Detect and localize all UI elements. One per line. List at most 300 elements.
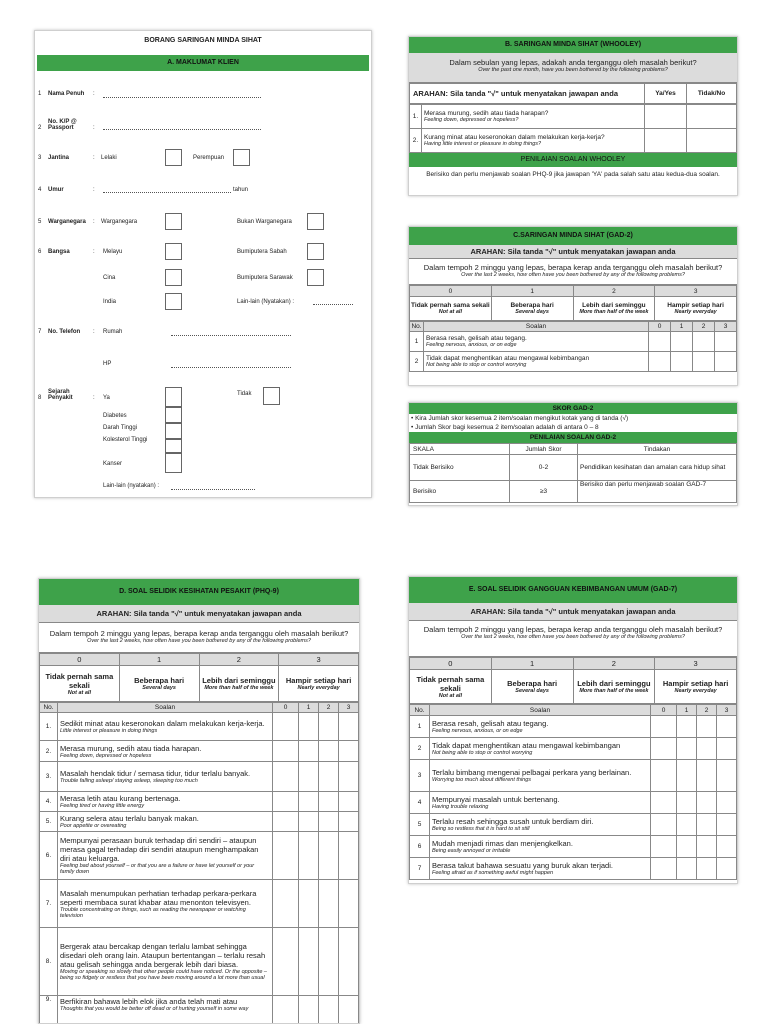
answer-3[interactable] <box>339 880 359 928</box>
question-ms: Kurang selera atau terlalu banyak makan. <box>60 814 199 823</box>
question-en: Feeling tired or having little energy <box>60 803 145 809</box>
colon: : <box>93 187 95 193</box>
row-number: 2 <box>410 352 424 372</box>
skor-bullet: • Jumlah Skor bagi kesemua 2 item/soalan adalah di antara 0 – 8 <box>411 424 599 431</box>
row-number: 2. <box>410 129 422 153</box>
answer-2[interactable] <box>693 332 715 352</box>
question-en: Over the past one month, have you been bothered by the following problems? <box>478 67 668 73</box>
question-ms: Terlalu bimbang mengenai pelbagai perkara yang berlainan. <box>432 768 632 777</box>
nama-field[interactable] <box>103 97 261 98</box>
row-number: 1. <box>40 713 58 741</box>
table-row <box>40 832 359 880</box>
row-number: 3. <box>40 762 58 792</box>
umur-field[interactable] <box>103 192 231 193</box>
scale-ms: Beberapa hari <box>134 676 185 685</box>
scale-ms: Lebih dari seminggu <box>582 302 646 309</box>
answer-3[interactable] <box>717 760 737 792</box>
table-row <box>410 716 737 738</box>
row-question <box>430 836 651 858</box>
question-ms: Dalam tempoh 2 minggu yang lepas, berapa kerap anda terganggu oleh masalah berikut? <box>423 625 723 634</box>
row-question <box>430 814 651 836</box>
answer-2[interactable] <box>697 716 717 738</box>
row-question <box>422 129 645 153</box>
scale-number: 3 <box>655 658 737 670</box>
scale-en: Nearly everyday <box>674 688 717 694</box>
answer-3[interactable] <box>717 858 737 880</box>
question-en: Being so restless that it is hard to sit still <box>432 826 530 832</box>
answer-2[interactable] <box>319 762 339 792</box>
question-en: Having little interest or pleasure in doing things? <box>424 141 542 147</box>
checkbox-warganegara[interactable] <box>165 213 182 230</box>
question-ms: Dalam tempoh 2 minggu yang lepas, berapa kerap anda terganggu oleh masalah berikut? <box>49 629 349 638</box>
scale-ms: Beberapa hari <box>507 679 558 688</box>
answer-0[interactable] <box>273 713 299 741</box>
gad7-arahan: ARAHAN: Sila tanda "√" untuk menyatakan jawapan anda <box>409 603 737 621</box>
col-soalan: Soalan <box>58 703 273 713</box>
question-ms: Berfikiran bahawa lebih elok jika anda telah mati atau <box>60 997 238 1006</box>
option-kolesterol: Kolesterol Tinggi <box>103 437 148 443</box>
col-3: 3 <box>715 322 737 332</box>
answer-2[interactable] <box>319 741 339 762</box>
answer-0[interactable] <box>273 762 299 792</box>
answer-2[interactable] <box>697 814 717 836</box>
scale-number: 2 <box>199 654 279 666</box>
scale-ms: Hampir setiap hari <box>285 676 352 685</box>
answer-3[interactable] <box>339 762 359 792</box>
answer-0[interactable] <box>651 858 677 880</box>
row-question <box>422 105 645 129</box>
answer-2[interactable] <box>697 760 717 792</box>
answer-0[interactable] <box>273 928 299 996</box>
row-question <box>58 996 273 1024</box>
option-ya: Ya <box>103 395 110 401</box>
option-lelaki: Lelaki <box>101 155 117 161</box>
answer-1[interactable] <box>677 814 697 836</box>
answer-2[interactable] <box>319 880 339 928</box>
label-sejarah: Sejarah Penyakit <box>48 389 73 401</box>
option-bukan-warganegara: Bukan Warganegara <box>237 219 292 225</box>
item-number: 8 <box>38 395 42 401</box>
item-number: 2 <box>38 125 42 131</box>
option-india: India <box>103 299 117 305</box>
scale-label <box>573 297 655 321</box>
checkbox-melayu[interactable] <box>165 243 182 260</box>
table-row <box>410 455 737 481</box>
table-row <box>40 996 359 1024</box>
colon: : <box>93 125 95 131</box>
option-perempuan: Perempuan <box>193 155 225 161</box>
skor-penilaian: PENILAIAN SOALAN GAD-2 <box>409 432 737 443</box>
panel-gad7 <box>408 576 738 884</box>
answer-1[interactable] <box>677 858 697 880</box>
answer-ya[interactable] <box>645 105 687 129</box>
question-en: Worrying too much about different things <box>432 777 532 783</box>
question-ms: Masalah hendak tidur / semasa tidur, tidur terlalu banyak. <box>60 769 251 778</box>
phq9-title: D. SOAL SELIDIK KESIHATAN PESAKIT (PHQ-9) <box>39 579 359 605</box>
answer-1[interactable] <box>299 996 319 1024</box>
answer-1[interactable] <box>677 760 697 792</box>
answer-3[interactable] <box>717 716 737 738</box>
col-soalan: Soalan <box>424 322 649 332</box>
question-en: Little interest or pleasure in doing things <box>60 728 158 734</box>
answer-tidak[interactable] <box>687 105 737 129</box>
scale-number: 3 <box>655 286 737 297</box>
answer-3[interactable] <box>715 352 737 372</box>
scale-en: Several days <box>142 685 176 691</box>
row-question <box>430 716 651 738</box>
col-2: 2 <box>319 703 339 713</box>
answer-3[interactable] <box>339 713 359 741</box>
colon: : <box>93 219 95 225</box>
scale-label <box>655 297 737 321</box>
scale-en: More than half of the week <box>579 688 649 694</box>
label-warganegara: Warganegara <box>48 219 86 225</box>
row-number: 7. <box>40 880 58 928</box>
question-ms: Berasa resah, gelisah atau tegang. <box>426 335 527 342</box>
col-3: 3 <box>717 705 737 716</box>
question-en: Moving or speaking so slowly that other people could have noticed. Or the opposite – being so fidgety or restless that you have been moving around a lot more than usual <box>60 969 267 981</box>
panel-gad2 <box>408 226 738 386</box>
option-tidak: Tidak <box>237 391 252 397</box>
kp-field[interactable] <box>103 129 261 130</box>
answer-3[interactable] <box>339 812 359 832</box>
answer-2[interactable] <box>319 713 339 741</box>
table-row <box>40 880 359 928</box>
answer-3[interactable] <box>339 996 359 1024</box>
scale-number: 2 <box>573 286 655 297</box>
scale-label <box>40 666 120 702</box>
checkbox-bukan-warganegara[interactable] <box>307 213 324 230</box>
table-row <box>40 762 359 792</box>
answer-0[interactable] <box>651 716 677 738</box>
answer-1[interactable] <box>671 332 693 352</box>
scale-label <box>491 670 573 704</box>
checkbox-cina[interactable] <box>165 269 182 286</box>
scale-label <box>199 666 279 702</box>
cell-skala: Tidak Berisiko <box>410 455 510 481</box>
scale-number: 1 <box>491 658 573 670</box>
row-question <box>430 792 651 814</box>
question-ms: Mudah menjadi rimas dan menjengkelkan. <box>432 839 573 848</box>
answer-3[interactable] <box>339 792 359 812</box>
cell-tindakan: Pendidikan kesihatan dan amalan cara hidup sihat <box>578 455 737 481</box>
item-number: 1 <box>38 91 42 97</box>
question-ms: Dalam sebulan yang lepas, adakah anda terganggu oleh masalah berikut? <box>449 58 697 67</box>
colon: : <box>93 155 95 161</box>
answer-2[interactable] <box>319 792 339 812</box>
col-3: 3 <box>339 703 359 713</box>
table-row <box>40 741 359 762</box>
phq9-question <box>39 623 359 653</box>
scale-ms: Tidak pernah sama sekali <box>45 671 114 690</box>
question-en: Not being able to stop or control worrying <box>426 362 527 368</box>
col-soalan: Soalan <box>430 705 651 716</box>
answer-3[interactable] <box>715 332 737 352</box>
hp-field[interactable] <box>171 367 291 368</box>
label-telefon: No. Telefon <box>48 329 81 335</box>
scale-label <box>410 670 492 704</box>
checkbox-india[interactable] <box>165 293 182 310</box>
option-bumiputera-sabah: Bumiputera Sabah <box>237 249 287 255</box>
colon: : <box>93 249 95 255</box>
colon: : <box>93 329 95 335</box>
row-number: 2 <box>410 738 430 760</box>
checkbox-bumiputera-sabah[interactable] <box>307 243 324 260</box>
scale-ms: Lebih dari seminggu <box>577 679 651 688</box>
answer-0[interactable] <box>273 741 299 762</box>
row-number: 6 <box>410 836 430 858</box>
answer-0[interactable] <box>651 738 677 760</box>
col-2: 2 <box>693 322 715 332</box>
answer-3[interactable] <box>339 741 359 762</box>
scale-ms: Beberapa hari <box>510 302 554 309</box>
row-number: 6. <box>40 832 58 880</box>
rumah-field[interactable] <box>171 335 291 336</box>
gad7-title: E. SOAL SELIDIK GANGGUAN KEBIMBANGAN UMUM (GAD-7) <box>409 577 737 603</box>
answer-1[interactable] <box>299 880 319 928</box>
col-1: 1 <box>299 703 319 713</box>
option-darah-tinggi: Darah Tinggi <box>103 425 138 431</box>
item-number: 7 <box>38 329 42 335</box>
question-ms: Berasa takut bahawa sesuatu yang buruk akan terjadi. <box>432 861 613 870</box>
question-ms: Tidak dapat menghentikan atau mengawal kebimbangan <box>432 741 621 750</box>
question-ms: Tidak dapat menghentikan atau mengawal kebimbangan <box>426 355 590 362</box>
answer-2[interactable] <box>319 928 339 996</box>
table-row <box>410 738 737 760</box>
label-jantina: Jantina <box>48 155 70 161</box>
scale-number: 0 <box>410 286 492 297</box>
row-question <box>430 738 651 760</box>
question-en: Over the last 2 weeks, how often have you been bothered by any of the following problems? <box>461 272 685 278</box>
table-row <box>410 792 737 814</box>
scale-en: Not at all <box>438 692 462 699</box>
answer-3[interactable] <box>339 928 359 996</box>
answer-2[interactable] <box>697 738 717 760</box>
row-question <box>58 713 273 741</box>
scale-en: Several days <box>515 309 549 315</box>
answer-1[interactable] <box>671 352 693 372</box>
scale-label <box>491 297 573 321</box>
answer-2[interactable] <box>319 996 339 1024</box>
checkbox-kanser[interactable] <box>165 453 182 473</box>
cell-skala: Berisiko <box>410 481 510 503</box>
checkbox-lelaki[interactable] <box>165 149 182 166</box>
answer-3[interactable] <box>717 792 737 814</box>
gad2-scale <box>409 285 737 321</box>
item-number: 5 <box>38 219 42 225</box>
table-row <box>40 713 359 741</box>
row-question <box>424 332 649 352</box>
scale-ms: Hampir setiap hari <box>662 679 729 688</box>
row-number: 2. <box>40 741 58 762</box>
scale-en: More than half of the week <box>579 309 649 315</box>
panel-skor-gad2 <box>408 402 738 506</box>
answer-1[interactable] <box>299 928 319 996</box>
row-number: 1. <box>410 105 422 129</box>
row-number: 4. <box>40 792 58 812</box>
row-question <box>58 928 273 996</box>
item-number: 6 <box>38 249 42 255</box>
row-question <box>58 762 273 792</box>
panel-phq9 <box>38 578 360 1024</box>
answer-1[interactable] <box>677 792 697 814</box>
answer-0[interactable] <box>273 996 299 1024</box>
question-ms: Dalam tempoh 2 minggu yang lepas, berapa kerap anda terganggu oleh masalah berikut? <box>423 263 723 272</box>
row-number: 5. <box>40 812 58 832</box>
checkbox-tidak[interactable] <box>263 387 280 405</box>
question-ms: Merasa murung, sedih atau tiada harapan? <box>424 110 549 117</box>
question-ms: Bergerak atau bercakap dengan terlalu lambat sehingga disedari oleh orang lain. Ataupun bertentangan – terlalu resah atau gelisah sehingga anda bergerak lebih dari biasa. <box>60 942 266 969</box>
question-ms: Merasa letih atau kurang bertenaga. <box>60 794 181 803</box>
table-row <box>410 332 737 352</box>
row-question <box>58 812 273 832</box>
checkbox-perempuan[interactable] <box>233 149 250 166</box>
checkbox-kolesterol[interactable] <box>165 439 182 453</box>
option-bumiputera-sarawak: Bumiputera Sarawak <box>237 275 293 281</box>
answer-0[interactable] <box>649 332 671 352</box>
checkbox-ya[interactable] <box>165 387 182 407</box>
answer-1[interactable] <box>299 812 319 832</box>
answer-0[interactable] <box>651 792 677 814</box>
row-question <box>58 880 273 928</box>
form-title: BORANG SARINGAN MINDA SIHAT <box>144 37 262 44</box>
row-question <box>58 741 273 762</box>
question-en: Feeling nervous, anxious, or on edge <box>426 342 517 348</box>
scale-en: Several days <box>515 688 549 694</box>
option-lain-lain: Lain-lain (Nyatakan) : <box>237 299 295 305</box>
answer-0[interactable] <box>651 760 677 792</box>
answer-2[interactable] <box>697 858 717 880</box>
question-en: Over the last 2 weeks, how often have you been bothered by any of the following problems? <box>87 638 311 644</box>
question-en: Trouble concentrating on things, such as reading the newspaper or watching television <box>60 906 246 919</box>
phq9-arahan: ARAHAN: Sila tanda "√" untuk menyatakan jawapan anda <box>39 605 359 623</box>
table-row <box>410 858 737 880</box>
gad2-arahan: ARAHAN: Sila tanda "√" untuk menyatakan jawapan anda <box>409 245 737 259</box>
col-ya: Ya/Yes <box>645 84 687 104</box>
answer-0[interactable] <box>273 812 299 832</box>
row-question <box>58 832 273 880</box>
col-skala: SKALA <box>410 444 510 455</box>
question-en: Feeling down, depressed or hopeless <box>60 752 152 759</box>
item-number: 3 <box>38 155 42 161</box>
row-number: 8. <box>40 928 58 996</box>
table-row <box>410 760 737 792</box>
answer-2[interactable] <box>697 836 717 858</box>
col-jumlah: Jumlah Skor <box>510 444 578 455</box>
answer-0[interactable] <box>273 880 299 928</box>
row-number: 7 <box>410 858 430 880</box>
gad7-scale <box>409 657 737 704</box>
answer-1[interactable] <box>677 738 697 760</box>
question-en: Thoughts that you would be better off dead or of hurting yourself in some way <box>60 1006 249 1012</box>
col-2: 2 <box>697 705 717 716</box>
phq9-items <box>39 702 359 1024</box>
answer-1[interactable] <box>299 741 319 762</box>
cell-jumlah: 0-2 <box>510 455 578 481</box>
skor-table <box>409 443 737 503</box>
checkbox-bumiputera-sarawak[interactable] <box>307 269 324 286</box>
section-header: A. MAKLUMAT KLIEN <box>37 55 369 71</box>
option-diabetes: Diabetes <box>103 413 127 419</box>
lain-lain-penyakit-field[interactable] <box>171 489 255 490</box>
answer-2[interactable] <box>693 352 715 372</box>
answer-0[interactable] <box>651 836 677 858</box>
skor-bullet: • Kira Jumlah skor kesemua 2 item/soalan mengikut kotak yang di tanda (√) <box>411 415 629 422</box>
answer-1[interactable] <box>299 713 319 741</box>
col-0: 0 <box>651 705 677 716</box>
lain-lain-field[interactable] <box>313 304 353 305</box>
answer-2[interactable] <box>697 792 717 814</box>
answer-0[interactable] <box>273 832 299 880</box>
label-hp: HP <box>103 361 112 367</box>
answer-0[interactable] <box>649 352 671 372</box>
answer-2[interactable] <box>319 832 339 880</box>
row-number: 1 <box>410 716 430 738</box>
answer-ya[interactable] <box>645 129 687 153</box>
gad2-title: C.SARINGAN MINDA SIHAT (GAD-2) <box>409 227 737 245</box>
table-row <box>410 105 737 129</box>
question-ms: Terlalu resah sehingga susah untuk berdiam diri. <box>432 817 594 826</box>
gad7-question <box>409 621 737 657</box>
answer-2[interactable] <box>319 812 339 832</box>
col-0: 0 <box>273 703 299 713</box>
scale-label <box>410 297 492 321</box>
col-1: 1 <box>671 322 693 332</box>
gad2-question <box>409 259 737 285</box>
checkbox-darah-tinggi[interactable] <box>165 423 182 439</box>
answer-1[interactable] <box>677 716 697 738</box>
answer-1[interactable] <box>677 836 697 858</box>
answer-0[interactable] <box>651 814 677 836</box>
answer-3[interactable] <box>717 836 737 858</box>
col-1: 1 <box>677 705 697 716</box>
row-question <box>58 792 273 812</box>
answer-3[interactable] <box>717 738 737 760</box>
question-ms: Masalah menumpukan perhatian terhadap perkara-perkara seperti membaca surat khabar atau menonton televisyen. <box>60 888 257 907</box>
gad2-items <box>409 321 737 372</box>
question-en: Not being able to stop or control worrying <box>432 750 533 756</box>
question-en: Feeling down, depressed or hopeless? <box>424 117 519 123</box>
option-lain-lain-penyakit: Lain-lain (nyatakan) : <box>103 483 160 489</box>
question-en: Having trouble relaxing <box>432 804 489 810</box>
answer-1[interactable] <box>299 832 319 880</box>
answer-1[interactable] <box>299 762 319 792</box>
col-0: 0 <box>649 322 671 332</box>
arahan: ARAHAN: Sila tanda "√" untuk menyatakan jawapan anda <box>410 84 645 104</box>
scale-label <box>655 670 737 704</box>
scale-number: 0 <box>40 654 120 666</box>
col-no: No. <box>411 323 422 330</box>
label-kp: No. K/P @ Passport <box>48 119 77 131</box>
label-bangsa: Bangsa <box>48 249 70 255</box>
label-rumah: Rumah <box>103 329 123 335</box>
whooley-penilaian: PENILAIAN SOALAN WHOOLEY <box>409 153 737 167</box>
answer-0[interactable] <box>273 792 299 812</box>
checkbox-diabetes[interactable] <box>165 407 182 423</box>
answer-3[interactable] <box>339 832 359 880</box>
item-number: 4 <box>38 187 42 193</box>
question-ms: Berasa resah, gelisah atau tegang. <box>432 719 549 728</box>
question-en: Feeling nervous, anxious, or on edge <box>432 728 523 734</box>
answer-3[interactable] <box>717 814 737 836</box>
label-umur: Umur <box>48 187 64 193</box>
table-row <box>410 836 737 858</box>
scale-en: Not at all <box>67 689 91 696</box>
answer-1[interactable] <box>299 792 319 812</box>
table-row <box>40 928 359 996</box>
colon: : <box>93 395 95 401</box>
answer-tidak[interactable] <box>687 129 737 153</box>
